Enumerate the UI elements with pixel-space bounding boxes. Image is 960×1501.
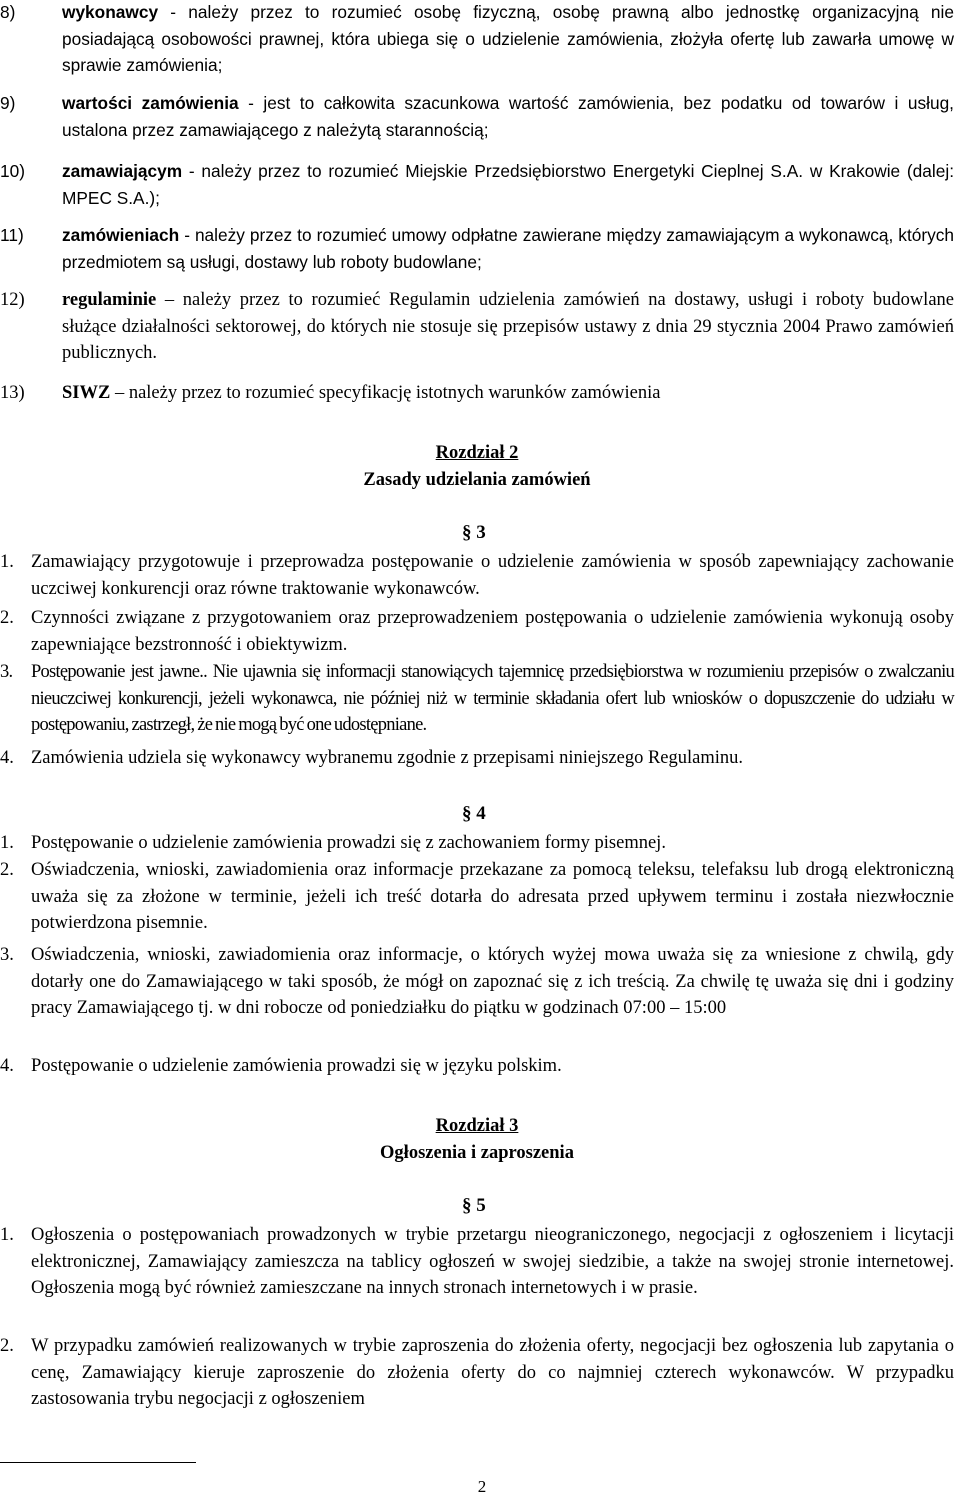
item-number: 4.	[0, 748, 14, 768]
item-text: Postępowanie o udzielenie zamówienia prowadzi się w języku polskim.	[31, 1056, 562, 1076]
list-item	[0, 745, 954, 772]
section-sign-4: § 4	[462, 803, 486, 824]
item-text: Oświadczenia, wnioski, zawiadomienia oraz informacje przekazane za pomocą teleksu, telefaksu lub drogą elektroniczną uważa się za złożone w terminie, jeżeli ich treść dotarła do adresata przed upływem terminu i została niezwłocznie potwierdzona pisemnie.	[31, 860, 954, 934]
definition-term: zamawiającym	[62, 161, 183, 181]
definition-9	[0, 90, 954, 143]
definition-number: 10)	[0, 161, 25, 181]
list-item	[0, 1333, 954, 1413]
item-number: 2.	[0, 1336, 14, 1356]
item-text: Postępowanie jest jawne.. Nie ujawnia się informacji stanowiących tajemnicę przedsiębiorstwa w rozumieniu przepisów o zwalczaniu nieuczciwej konkurencji, jeżeli wykonawca, nie później niż w terminie składania ofert lub wniosków o dopuszczenie do udziału w postępowaniu, zastrzegł, że nie mogą być one udostępniane.	[31, 662, 954, 736]
definition-13	[0, 380, 954, 407]
definition-text: - należy przez to rozumieć Miejskie Przedsiębiorstwo Energetyki Cieplnej S.A. w Krakowie (dalej: MPEC S.A.);	[62, 161, 954, 208]
definition-number: 9)	[0, 93, 16, 113]
definition-text: - należy przez to rozumieć osobę fizyczną, osobę prawną albo jednostkę organizacyjną nie posiadającą osobowości prawnej, która ubiega się o udzielenie zamówienia, złożyła ofertę lub zawarła umowę w sprawie zamówienia;	[62, 2, 954, 76]
item-text: Zamawiający przygotowuje i przeprowadza postępowanie o udzielenie zamówienia w sposób zapewniający zachowanie uczciwej konkurencji oraz równe traktowanie wykonawców.	[31, 552, 954, 599]
list-item	[0, 830, 954, 857]
item-number: 1.	[0, 833, 14, 853]
definition-text: – należy przez to rozumieć Regulamin udzielenia zamówień na dostawy, usługi i roboty budowlane służące działalności sektorowej, do których nie stosuje się przepisów ustawy z dnia 29 stycznia 2004 Prawo zamówień publicznych.	[62, 290, 954, 364]
item-number: 2.	[0, 608, 14, 628]
item-text: Ogłoszenia o postępowaniach prowadzonych w trybie przetargu nieograniczonego, negocjacji z ogłoszeniem i licytacji elektronicznej, Zamawiający zamieszcza na tablicy ogłoszeń w swojej siedzibie, a także na swojej stronie internetowej. Ogłoszenia mogą być również zamieszczane na innych stronach internetowych i w prasie.	[31, 1225, 954, 1299]
item-number: 1.	[0, 552, 14, 572]
chapter-label: Rozdział 3	[435, 1116, 519, 1136]
item-text: Czynności związane z przygotowaniem oraz przeprowadzeniem postępowania o udzielenie zamówienia wykonują osoby zapewniające bezstronność i obiektywizm.	[31, 608, 954, 655]
chapter-title: Ogłoszenia i zaproszenia	[380, 1143, 574, 1163]
chapter-title: Zasady udzielania zamówień	[363, 470, 591, 490]
item-text: Zamówienia udziela się wykonawcy wybranemu zgodnie z przepisami niniejszego Regulaminu.	[31, 748, 744, 768]
definition-term: regulaminie	[62, 290, 157, 310]
list-item	[0, 942, 954, 1022]
list-item	[0, 605, 954, 658]
definition-8	[0, 0, 954, 79]
page-number: 2	[477, 1477, 487, 1496]
section-sign-5: § 5	[462, 1195, 486, 1216]
section-sign-3: § 3	[462, 522, 486, 543]
item-text: Postępowanie o udzielenie zamówienia prowadzi się z zachowaniem formy pisemnej.	[31, 833, 666, 853]
list-item	[0, 1222, 954, 1302]
chapter-label: Rozdział 2	[435, 443, 519, 463]
definition-11	[0, 222, 954, 275]
definition-number: 11)	[0, 225, 24, 245]
definition-text: - należy przez to rozumieć umowy odpłatne zawierane między zamawiającym a wykonawcą, których przedmiotem są usługi, dostawy lub roboty budowlane;	[62, 225, 955, 272]
definition-term: zamówieniach	[62, 225, 180, 245]
item-number: 3.	[0, 662, 13, 682]
definition-term: SIWZ	[62, 383, 111, 403]
item-number: 4.	[0, 1056, 14, 1076]
definition-10	[0, 158, 954, 211]
item-text: W przypadku zamówień realizowanych w trybie zaproszenia do złożenia oferty, negocjacji bez ogłoszenia lub zapytania o cenę, Zamawiający kieruje zaproszenie do złożenia oferty do co najmniej czterech wykonawców. W przypadku zastosowania trybu negocjacji z ogłoszeniem	[31, 1336, 954, 1410]
definition-text: – należy przez to rozumieć specyfikację istotnych warunków zamówienia	[114, 383, 661, 403]
item-number: 3.	[0, 945, 14, 965]
definition-text: - jest to całkowita szacunkowa wartość zamówienia, bez podatku od towarów i usług, ustalona przez zamawiającego z należytą starannością;	[62, 93, 954, 140]
definition-12	[0, 287, 954, 367]
definition-term: wartości zamówienia	[62, 93, 239, 113]
definition-number: 8)	[0, 2, 16, 22]
definition-number: 13)	[0, 383, 25, 403]
definition-term: wykonawcy	[62, 2, 159, 22]
footer-divider	[0, 1462, 196, 1463]
list-item	[0, 1053, 954, 1080]
list-item	[0, 659, 954, 739]
item-text: Oświadczenia, wnioski, zawiadomienia oraz informacje, o których wyżej mowa uważa się za wniesione z chwilą, gdy dotarły one do Zamawiającego w taki sposób, że mógł on zapoznać się z ich treścią. Za chwilę tę uważa się dni i godziny pracy Zamawiającego tj. w dni robocze od poniedziałku do piątku w godzinach 07:00 – 15:00	[31, 945, 954, 1019]
definition-number: 12)	[0, 290, 25, 310]
item-number: 2.	[0, 860, 14, 880]
list-item	[0, 857, 954, 937]
item-number: 1.	[0, 1225, 14, 1245]
list-item	[0, 549, 954, 602]
